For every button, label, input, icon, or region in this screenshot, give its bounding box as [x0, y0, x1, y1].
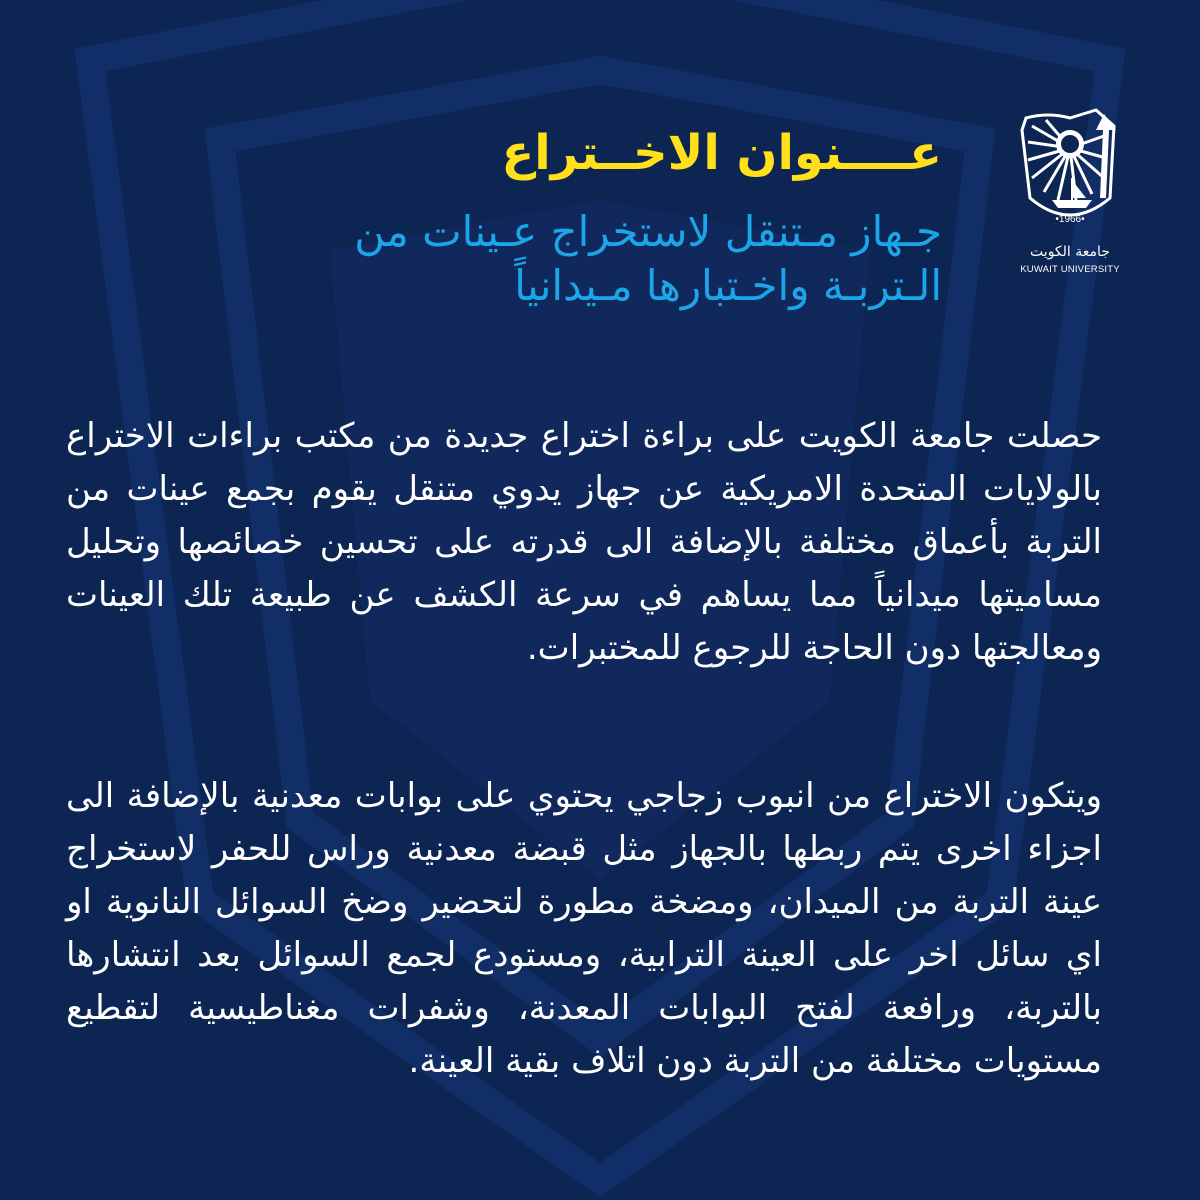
- logo-arabic-name: جامعة الكويت: [1030, 244, 1110, 260]
- logo-english-name: KUWAIT UNIVERSITY: [1020, 264, 1120, 275]
- logo-year: •1966•: [1055, 214, 1085, 225]
- university-logo: [1010, 108, 1130, 288]
- invention-title-heading: عــــنوان الاخــتراع: [501, 125, 942, 181]
- invention-name-subtitle: جـهاز مـتنقل لاستخراج عـينات من الـتربـة واخـتبارها مـيدانياً: [354, 207, 942, 310]
- body-paragraph-1: حصلت جامعة الكويت على براءة اختراع جديدة من مكتب براءات الاختراع بالولايات المتحدة الامريكية عن جهاز يدوي متنقل يقوم بجمع عينات من التربة بأعماق مختلفة بالإضافة الى قدرته على تحسين خصائصها وتحليل مساميتها ميدانياً مما يساهم في سرعة الكشف عن طبيعة تلك العينات ومعالجتها دون الحاجة للرجوع للمختبرات.: [66, 416, 1102, 668]
- body-paragraph-2: ويتكون الاختراع من انبوب زجاجي يحتوي على بوابات معدنية بالإضافة الى اجزاء اخرى يتم ربطها بالجهاز مثل قبضة معدنية وراس للحفر لاستخراج عينة التربة من الميدان، ومضخة مطورة لتحضير وضخ السوائل النانوية او اي سائل اخر على العينة الترابية، ومستودع لجمع السوائل بعد انتشارها بالتربة، ورافعة لفتح البوابات المعدنة، وشفرات مغناطيسية لتقطيع مستويات مختلفة من التربة دون اتلاف بقية العينة.: [66, 776, 1102, 1081]
